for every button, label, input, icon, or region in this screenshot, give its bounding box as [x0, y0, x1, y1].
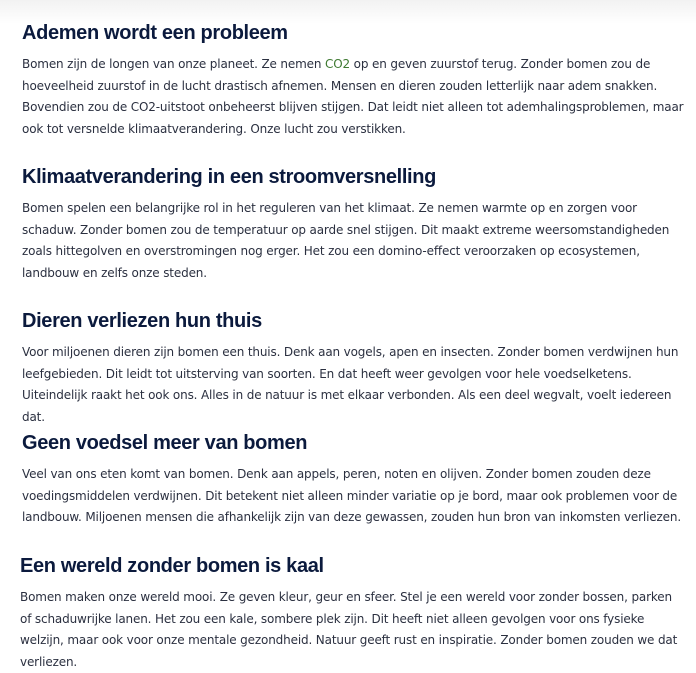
- section-voedsel: [22, 430, 684, 529]
- section-heading: Een wereld zonder bomen is kaal: [20, 555, 324, 577]
- section-ademen: [22, 20, 684, 140]
- section-heading: Geen voedsel meer van bomen: [22, 432, 308, 454]
- section-body: [22, 54, 684, 140]
- section-klimaat: [22, 164, 684, 284]
- section-body: Bomen maken onze wereld mooi. Ze geven kleur, geur en sfeer. Stel je een wereld voor zonder bossen, parken of schaduwrijke lanen. Het zou een kale, sombere plek zijn. Dit heeft niet alleen gevolgen voor ons fysieke welzijn, maar ook voor onze mentale gezondheid. Natuur geeft rust en inspiratie. Zonder bomen zouden we dat verliezen.: [20, 590, 678, 669]
- body-text: op en geven zuurstof terug. Zonder bomen zou de hoeveelheid zuurstof in de lucht drastisch afnemen. Mensen en dieren zouden letterlijk naar adem snakken. Bovendien zou de CO2-uitstoot onbeheerst blijven stijgen. Dat leidt niet alleen tot ademhalingsproblemen, maar ook tot versnelde klimaatverandering. Onze lucht zou verstikken.: [22, 57, 684, 136]
- section-dieren: [22, 308, 684, 428]
- section-body: Veel van ons eten komt van bomen. Denk aan appels, peren, noten en olijven. Zonder bomen zouden deze voedingsmiddelen verdwijnen. Dit betekent niet alleen minder variatie op je bord, maar ook problemen voor de landbouw. Miljoenen mensen die afhankelijk zijn van deze gewassen, zouden hun bron van inkomsten verliezen.: [22, 467, 682, 525]
- body-text: Bomen zijn de longen van onze planeet. Ze nemen: [22, 57, 325, 71]
- section-heading: Ademen wordt een probleem: [22, 22, 288, 44]
- section-body: Voor miljoenen dieren zijn bomen een thuis. Denk aan vogels, apen en insecten. Zonder bomen verdwijnen hun leefgebieden. Dit leidt tot uitsterving van soorten. En dat heeft weer gevolgen voor hele voedselketens. Uiteindelijk raakt het ook ons. Alles in de natuur is met elkaar verbonden. Als een deel wegvalt, voelt iedereen dat.: [22, 345, 679, 424]
- section-body: Bomen spelen een belangrijke rol in het reguleren van het klimaat. Ze nemen warmte op en zorgen voor schaduw. Zonder bomen zou de temperatuur op aarde snel stijgen. Dit maakt extreme weersomstandigheden zoals hittegolven en overstromingen nog erger. Het zou een domino-effect veroorzaken op ecosystemen, landbouw en zelfs onze steden.: [22, 201, 670, 280]
- section-heading: Klimaatverandering in een stroomversnelling: [22, 166, 436, 188]
- section-heading: Dieren verliezen hun thuis: [22, 310, 262, 332]
- co2-highlight: CO2: [325, 57, 351, 71]
- section-wereld: [20, 553, 682, 673]
